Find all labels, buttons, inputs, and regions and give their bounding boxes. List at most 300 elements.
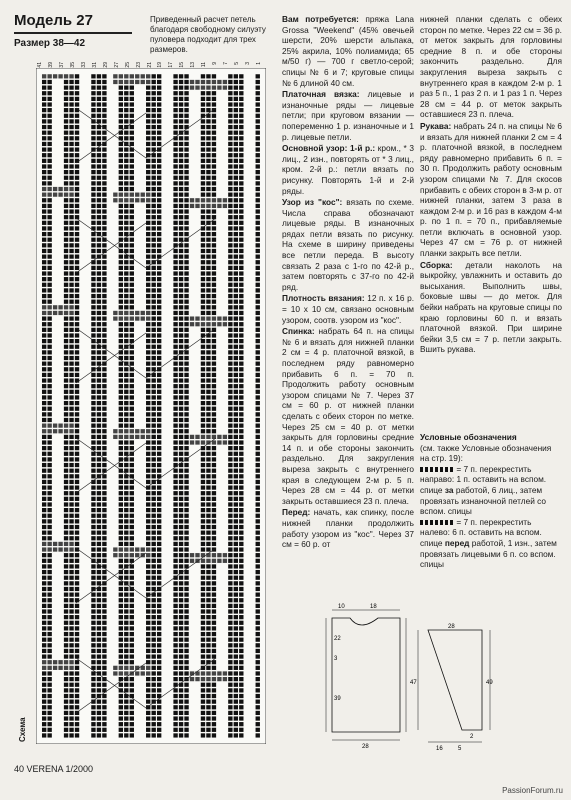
- chart-cell: [239, 424, 243, 428]
- chart-cell: [152, 418, 156, 422]
- chart-cell: [239, 705, 243, 709]
- chart-cell: [256, 131, 260, 135]
- chart-cell: [239, 198, 243, 202]
- chart-cell: [234, 559, 238, 563]
- chart-cell: [206, 485, 210, 489]
- chart-cell: [228, 345, 232, 349]
- chart-cell: [152, 339, 156, 343]
- chart-cell: [75, 86, 79, 90]
- chart-cell: [119, 316, 123, 320]
- chart-cell: [124, 525, 128, 529]
- chart-cell: [206, 288, 210, 292]
- chart-cell: [42, 609, 46, 613]
- chart-cell: [152, 328, 156, 332]
- chart-cell: [91, 356, 95, 360]
- chart-cell: [124, 643, 128, 647]
- chart-cell: [228, 440, 232, 444]
- back-dim-3: 3: [334, 656, 338, 662]
- chart-cell: [228, 491, 232, 495]
- chart-cell: [201, 367, 205, 371]
- chart-cell: [75, 102, 79, 106]
- chart-cell: [119, 581, 123, 585]
- chart-cell: [256, 671, 260, 675]
- chart-cell: [47, 102, 51, 106]
- chart-cell: [47, 587, 51, 591]
- chart-cell: [102, 378, 106, 382]
- chart-cell: [102, 536, 106, 540]
- chart-cell: [201, 136, 205, 140]
- gauge-title: Плотность вязания:: [282, 293, 365, 304]
- chart-cell: [173, 209, 177, 213]
- chart-cell: [91, 226, 95, 230]
- chart-cell: [179, 170, 183, 174]
- chart-cell: [47, 435, 51, 439]
- chart-cell: [97, 553, 101, 557]
- chart-cell: [64, 266, 68, 270]
- chart-cell: [97, 356, 101, 360]
- chart-cell: [130, 700, 134, 704]
- chart-cell: [91, 288, 95, 292]
- chart-cell: [228, 502, 232, 506]
- chart-cell: [239, 153, 243, 157]
- legend: [420, 432, 562, 570]
- column-number: 29: [102, 62, 109, 68]
- chart-cell: [234, 609, 238, 613]
- chart-cell: [234, 91, 238, 95]
- chart-cell: [234, 576, 238, 580]
- chart-cell: [47, 350, 51, 354]
- chart-cell: [42, 412, 46, 416]
- chart-cell: [179, 164, 183, 168]
- chart-cell: [124, 497, 128, 501]
- chart-cell: [69, 452, 73, 456]
- chart-cell: [212, 519, 216, 523]
- chart-cell: [184, 649, 188, 653]
- chart-cell: [206, 350, 210, 354]
- chart-cell: [42, 435, 46, 439]
- chart-cell: [130, 716, 134, 720]
- chart-cell: [102, 333, 106, 337]
- chart-cell: [47, 283, 51, 287]
- chart-cell: [75, 542, 79, 546]
- chart-cell: [124, 378, 128, 382]
- chart-cell: [206, 536, 210, 540]
- chart-cell: [124, 232, 128, 236]
- chart-cell: [234, 519, 238, 523]
- chart-cell: [146, 378, 150, 382]
- chart-cell: [173, 373, 177, 377]
- chart-cell: [152, 193, 156, 197]
- chart-cell: [201, 119, 205, 123]
- chart-cell: [146, 598, 150, 602]
- chart-cell: [157, 705, 161, 709]
- chart-cell: [184, 277, 188, 281]
- chart-cell: [256, 519, 260, 523]
- chart-cell: [256, 632, 260, 636]
- chart-cell: [223, 316, 227, 320]
- chart-cell: [64, 660, 68, 664]
- chart-cell: [75, 311, 79, 315]
- chart-cell: [190, 204, 194, 208]
- chart-cell: [201, 395, 205, 399]
- chart-cell: [228, 711, 232, 715]
- chart-cell: [228, 221, 232, 225]
- column-number: 37: [58, 62, 65, 68]
- chart-cell: [239, 666, 243, 670]
- chart-cell: [146, 232, 150, 236]
- chart-cell: [141, 193, 145, 197]
- chart-cell: [179, 238, 183, 242]
- chart-cell: [152, 559, 156, 563]
- chart-cell: [91, 671, 95, 675]
- chart-cell: [212, 147, 216, 151]
- chart-cell: [184, 576, 188, 580]
- chart-cell: [42, 587, 46, 591]
- chart-cell: [173, 204, 177, 208]
- chart-cell: [234, 159, 238, 163]
- chart-cell: [97, 378, 101, 382]
- chart-cell: [130, 114, 134, 118]
- chart-cell: [97, 350, 101, 354]
- chart-cell: [102, 193, 106, 197]
- chart-cell: [75, 429, 79, 433]
- chart-cell: [69, 350, 73, 354]
- chart-cell: [206, 412, 210, 416]
- chart-cell: [124, 277, 128, 281]
- chart-cell: [47, 593, 51, 597]
- chart-cell: [42, 271, 46, 275]
- chart-cell: [64, 159, 68, 163]
- chart-cell: [179, 609, 183, 613]
- chart-cell: [97, 418, 101, 422]
- chart-cell: [239, 497, 243, 501]
- chart-cell: [206, 654, 210, 658]
- chart-cell: [256, 136, 260, 140]
- chart-cell: [102, 367, 106, 371]
- chart-cell: [91, 660, 95, 664]
- chart-cell: [42, 553, 46, 557]
- chart-cell: [228, 626, 232, 630]
- chart-cell: [234, 452, 238, 456]
- chart-cell: [124, 74, 128, 78]
- chart-cell: [152, 452, 156, 456]
- chart-cell: [179, 159, 183, 163]
- chart-cell: [184, 480, 188, 484]
- chart-cell: [102, 542, 106, 546]
- chart-cell: [173, 688, 177, 692]
- chart-cell: [206, 626, 210, 630]
- chart-cell: [234, 300, 238, 304]
- chart-cell: [42, 345, 46, 349]
- chart-cell: [69, 491, 73, 495]
- chart-cell: [47, 333, 51, 337]
- chart-cell: [91, 333, 95, 337]
- chart-cell: [47, 142, 51, 146]
- chart-cell: [97, 570, 101, 574]
- chart-cell: [173, 559, 177, 563]
- chart-cell: [102, 514, 106, 518]
- chart-cell: [47, 480, 51, 484]
- chart-cell: [146, 666, 150, 670]
- chart-cell: [173, 311, 177, 315]
- chart-cell: [239, 559, 243, 563]
- chart-cell: [64, 193, 68, 197]
- chart-cell: [157, 378, 161, 382]
- chart-cell: [130, 362, 134, 366]
- chart-cell: [179, 733, 183, 737]
- chart-cell: [102, 632, 106, 636]
- chart-cell: [228, 587, 232, 591]
- chart-cell: [157, 559, 161, 563]
- chart-cell: [239, 74, 243, 78]
- column-number: 3: [245, 62, 252, 65]
- chart-cell: [64, 226, 68, 230]
- chart-cell: [124, 660, 128, 664]
- chart-cell: [256, 559, 260, 563]
- chart-cell: [119, 283, 123, 287]
- chart-cell: [64, 435, 68, 439]
- chart-cell: [234, 581, 238, 585]
- chart-cell: [239, 401, 243, 405]
- chart-cell: [206, 643, 210, 647]
- chart-cell: [91, 176, 95, 180]
- chart-cell: [102, 131, 106, 135]
- chart-cell: [152, 345, 156, 349]
- chart-cell: [69, 660, 73, 664]
- chart-cell: [91, 243, 95, 247]
- chart-cell: [75, 649, 79, 653]
- chart-cell: [184, 193, 188, 197]
- chart-cell: [47, 604, 51, 608]
- chart-cell: [157, 356, 161, 360]
- back-dim-28: 28: [362, 744, 369, 750]
- chart-cell: [69, 609, 73, 613]
- chart-cell: [256, 91, 260, 95]
- chart-cell: [157, 74, 161, 78]
- chart-cell: [173, 288, 177, 292]
- chart-cell: [130, 356, 134, 360]
- chart-cell: [206, 564, 210, 568]
- chart-cell: [256, 80, 260, 84]
- chart-cell: [239, 728, 243, 732]
- chart-cell: [184, 401, 188, 405]
- chart-cell: [102, 300, 106, 304]
- chart-cell: [256, 474, 260, 478]
- sleeve-pattern-diagram: [408, 620, 498, 760]
- chart-cell: [212, 367, 216, 371]
- chart-cell: [228, 643, 232, 647]
- chart-cell: [64, 249, 68, 253]
- chart-cell: [206, 424, 210, 428]
- chart-cell: [64, 581, 68, 585]
- chart-cell: [206, 378, 210, 382]
- chart-cell: [91, 294, 95, 298]
- chart-cell: [130, 249, 134, 253]
- chart-cell: [64, 666, 68, 670]
- chart-cell: [179, 114, 183, 118]
- chart-cell: [239, 243, 243, 247]
- chart-cell: [135, 671, 139, 675]
- chart-cell: [130, 102, 134, 106]
- chart-cell: [130, 209, 134, 213]
- chart-cell: [228, 581, 232, 585]
- chart-cell: [135, 435, 139, 439]
- chart-cell: [102, 232, 106, 236]
- chart-cell: [69, 700, 73, 704]
- chart-cell: [239, 238, 243, 242]
- chart-cell: [119, 514, 123, 518]
- chart-cell: [256, 491, 260, 495]
- chart-cell: [124, 638, 128, 642]
- chart-cell: [179, 711, 183, 715]
- chart-cell: [173, 649, 177, 653]
- chart-cell: [239, 114, 243, 118]
- chart-cell: [201, 198, 205, 202]
- chart-cell: [184, 260, 188, 264]
- chart-cell: [179, 632, 183, 636]
- chart-cell: [179, 142, 183, 146]
- chart-cell: [146, 300, 150, 304]
- chart-cell: [124, 649, 128, 653]
- chart-cell: [239, 108, 243, 112]
- chart-cell: [64, 356, 68, 360]
- chart-cell: [47, 378, 51, 382]
- chart-cell: [234, 390, 238, 394]
- chart-cell: [102, 474, 106, 478]
- chart-cell: [212, 598, 216, 602]
- chart-cell: [69, 615, 73, 619]
- chart-cell: [256, 221, 260, 225]
- gauge-paragraph: [282, 293, 414, 325]
- chart-cell: [124, 86, 128, 90]
- chart-cell: [75, 181, 79, 185]
- chart-cell: [184, 271, 188, 275]
- chart-cell: [157, 333, 161, 337]
- chart-cell: [228, 255, 232, 259]
- chart-cell: [130, 350, 134, 354]
- chart-cell: [179, 463, 183, 467]
- chart-cell: [234, 283, 238, 287]
- chart-cell: [179, 108, 183, 112]
- chart-cell: [42, 74, 46, 78]
- chart-cell: [157, 638, 161, 642]
- chart-cell: [234, 733, 238, 737]
- chart-cell: [102, 497, 106, 501]
- chart-cell: [239, 333, 243, 337]
- chart-cell: [97, 266, 101, 270]
- chart-cell: [195, 677, 199, 681]
- chart-cell: [75, 367, 79, 371]
- chart-cell: [69, 193, 73, 197]
- chart-cell: [42, 480, 46, 484]
- chart-cell: [75, 440, 79, 444]
- chart-cell: [146, 570, 150, 574]
- chart-cell: [75, 119, 79, 123]
- back-dim-39: 39: [334, 696, 341, 702]
- chart-cell: [256, 626, 260, 630]
- chart-cell: [228, 277, 232, 281]
- chart-cell: [47, 232, 51, 236]
- chart-cell: [119, 181, 123, 185]
- chart-cell: [179, 288, 183, 292]
- chart-cell: [256, 587, 260, 591]
- chart-cell: [47, 136, 51, 140]
- chart-cell: [42, 97, 46, 101]
- chart-cell: [102, 86, 106, 90]
- back-dim-18: 18: [370, 604, 377, 610]
- chart-cell: [256, 429, 260, 433]
- chart-cell: [119, 142, 123, 146]
- chart-cell: [75, 683, 79, 687]
- chart-cell: [42, 705, 46, 709]
- chart-cell: [69, 181, 73, 185]
- chart-cell: [42, 339, 46, 343]
- chart-cell: [223, 435, 227, 439]
- chart-cell: [234, 531, 238, 535]
- chart-cell: [97, 74, 101, 78]
- chart-cell: [124, 632, 128, 636]
- chart-cell: [130, 198, 134, 202]
- chart-cell: [69, 593, 73, 597]
- chart-cell: [97, 469, 101, 473]
- chart-cell: [42, 328, 46, 332]
- chart-cell: [239, 564, 243, 568]
- chart-cell: [152, 305, 156, 309]
- chart-cell: [212, 322, 216, 326]
- chart-cell: [42, 531, 46, 535]
- chart-cell: [157, 446, 161, 450]
- chart-cell: [102, 469, 106, 473]
- chart-cell: [69, 311, 73, 315]
- text-column-right: [420, 14, 562, 356]
- chart-cell: [58, 666, 62, 670]
- chart-cell: [91, 390, 95, 394]
- chart-cell: [119, 722, 123, 726]
- chart-cell: [135, 311, 139, 315]
- chart-cell: [228, 604, 232, 608]
- chart-cell: [239, 187, 243, 191]
- chart-cell: [256, 170, 260, 174]
- chart-cell: [201, 519, 205, 523]
- chart-cell: [130, 446, 134, 450]
- chart-cell: [206, 333, 210, 337]
- chart-cell: [256, 384, 260, 388]
- chart-cell: [201, 593, 205, 597]
- chart-cell: [152, 660, 156, 664]
- chart-cell: [75, 362, 79, 366]
- chart-cell: [124, 722, 128, 726]
- chart-cell: [239, 485, 243, 489]
- chart-cell: [173, 345, 177, 349]
- chart-cell: [64, 604, 68, 608]
- chart-cell: [206, 277, 210, 281]
- chart-cell: [146, 671, 150, 675]
- chart-cell: [146, 384, 150, 388]
- chart-cell: [47, 356, 51, 360]
- chart-cell: [64, 108, 68, 112]
- chart-cell: [239, 277, 243, 281]
- chart-cell: [157, 322, 161, 326]
- chart-cell: [179, 598, 183, 602]
- chart-cell: [206, 395, 210, 399]
- chart-cell: [91, 536, 95, 540]
- chart-cell: [64, 362, 68, 366]
- chart-cell: [102, 243, 106, 247]
- chart-cell: [119, 395, 123, 399]
- chart-cell: [42, 255, 46, 259]
- chart-cell: [91, 215, 95, 219]
- chart-cell: [179, 136, 183, 140]
